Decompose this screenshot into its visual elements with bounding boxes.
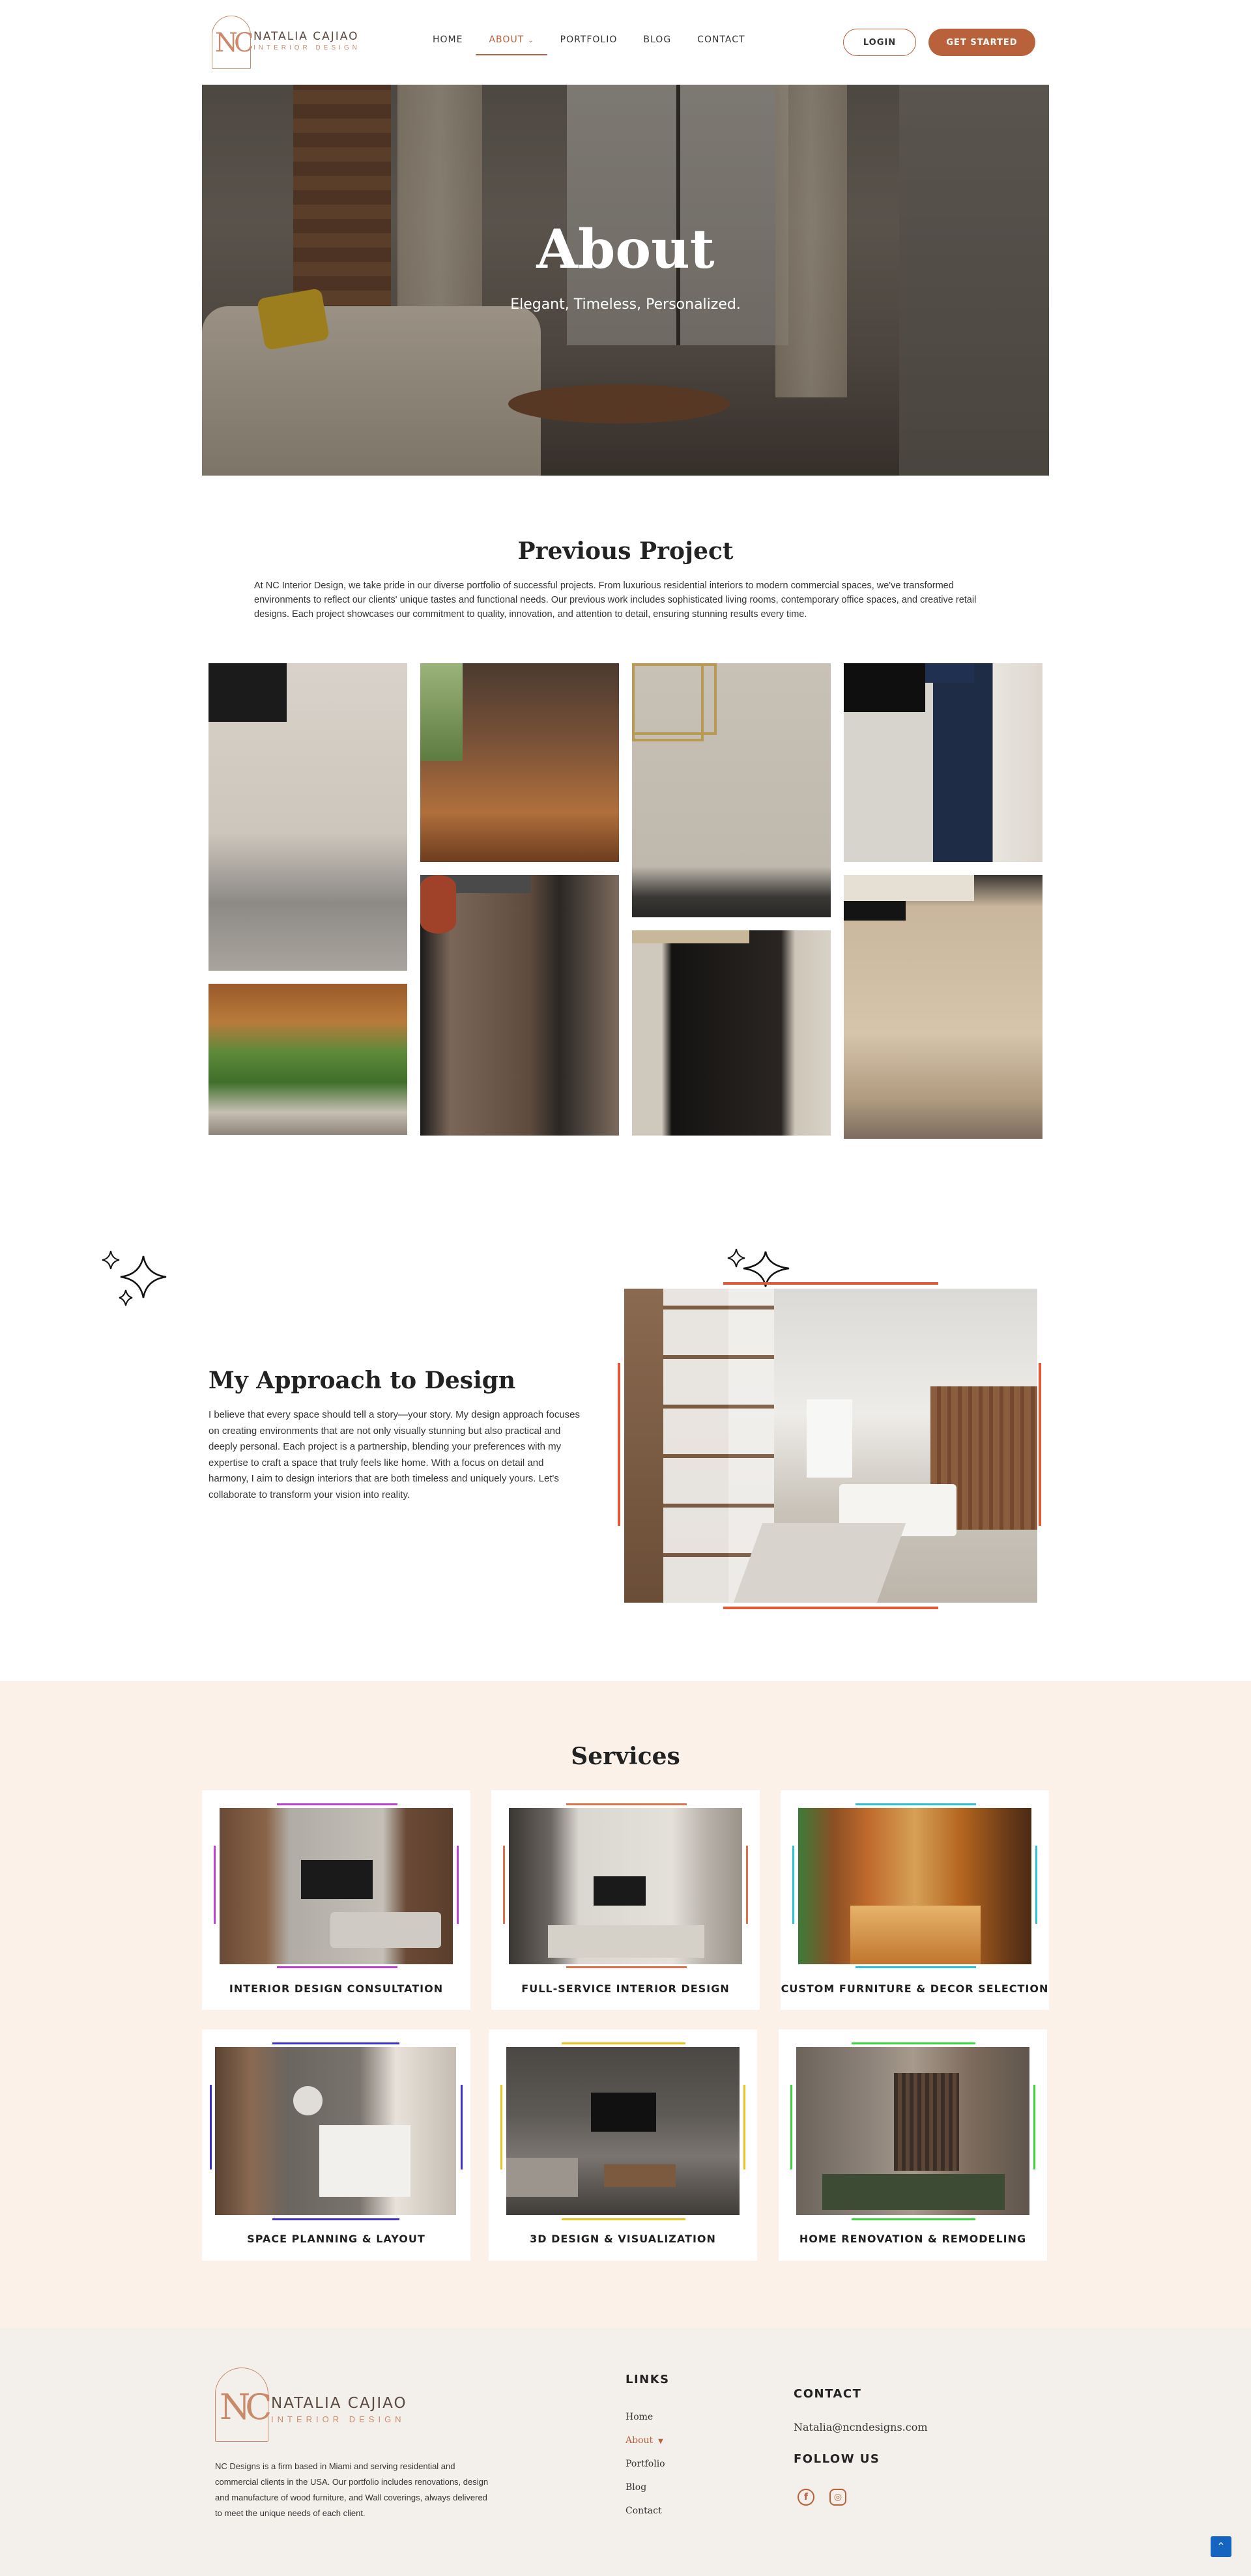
approach-accent-right bbox=[1039, 1363, 1041, 1526]
service-label: CUSTOM FURNITURE & DECOR SELECTION bbox=[781, 1982, 1049, 1995]
service-image bbox=[509, 1808, 742, 1964]
login-button[interactable]: LOGIN bbox=[843, 29, 916, 56]
card-accent-left bbox=[792, 1846, 794, 1924]
facebook-icon[interactable]: f bbox=[798, 2489, 814, 2506]
card-accent-top bbox=[856, 1803, 976, 1805]
approach-accent-top bbox=[723, 1282, 938, 1285]
gallery-photo-media-unit[interactable] bbox=[844, 875, 1042, 1139]
chevron-up-icon: ⌃ bbox=[1216, 2541, 1226, 2553]
logo-tagline: INTERIOR DESIGN bbox=[271, 2414, 405, 2424]
scroll-to-top-button[interactable] bbox=[1211, 2536, 1231, 2557]
site-header bbox=[0, 0, 1251, 85]
nav-item-contact[interactable] bbox=[697, 35, 745, 55]
nav-item-blog[interactable] bbox=[643, 35, 671, 55]
gallery-photo-detail bbox=[632, 663, 704, 741]
footer-contact-title: CONTACT bbox=[794, 2387, 862, 2401]
card-accent-right bbox=[1035, 1846, 1037, 1924]
card-accent-top bbox=[277, 1803, 397, 1805]
card-accent-bottom bbox=[566, 1966, 687, 1968]
card-accent-left bbox=[500, 2085, 502, 2169]
service-image bbox=[796, 2047, 1029, 2215]
service-label: 3D DESIGN & VISUALIZATION bbox=[530, 2233, 716, 2245]
gallery-photo-patio[interactable] bbox=[208, 984, 407, 1135]
service-label: FULL-SERVICE INTERIOR DESIGN bbox=[521, 1982, 730, 1995]
service-card-custom-furniture[interactable] bbox=[781, 1790, 1049, 2010]
approach-accent-left bbox=[618, 1363, 620, 1526]
gallery-photo-living-wood[interactable] bbox=[420, 663, 619, 862]
service-image bbox=[798, 1808, 1031, 1964]
service-image-tv bbox=[301, 1860, 373, 1899]
gallery-photo-entry-console[interactable] bbox=[420, 875, 619, 1136]
previous-project-text: At NC Interior Design, we take pride in our diverse portfolio of successful projects. From luxurious residential interiors to modern commercial spaces, we've transformed environments to reflect our clients' unique tastes and functional needs. Our previous work includes sophisticated living rooms, contemporary office spaces, and creative retail designs. Each project showcases our commitment to quality, innovation, and attention to detail, ensuring stunning results every time. bbox=[254, 580, 977, 620]
nav-item-about[interactable] bbox=[489, 35, 534, 55]
card-accent-top bbox=[852, 2042, 975, 2044]
footer-link-portfolio[interactable]: Portfolio bbox=[626, 2459, 665, 2469]
service-card-consultation[interactable] bbox=[202, 1790, 470, 2010]
card-accent-right bbox=[1033, 2085, 1035, 2169]
card-accent-left bbox=[214, 1846, 216, 1924]
nav-item-label: ABOUT bbox=[489, 35, 525, 45]
nav-item-home[interactable] bbox=[433, 35, 463, 55]
get-started-button[interactable]: GET STARTED bbox=[928, 29, 1035, 56]
gallery-photo-tv-wall[interactable] bbox=[208, 663, 407, 971]
approach-title: My Approach to Design bbox=[208, 1367, 516, 1394]
service-label: INTERIOR DESIGN CONSULTATION bbox=[229, 1982, 444, 1995]
hero-banner bbox=[202, 85, 1049, 476]
hero-title: About bbox=[536, 218, 715, 281]
service-image-tv bbox=[591, 2093, 656, 2132]
gallery-photo-detail bbox=[844, 875, 974, 901]
card-accent-right bbox=[461, 2085, 463, 2169]
nav-item-label: PORTFOLIO bbox=[560, 35, 618, 45]
service-card-space-planning[interactable] bbox=[202, 2029, 470, 2261]
gallery-photo-detail bbox=[208, 663, 287, 722]
site-footer bbox=[0, 2328, 1251, 2576]
logo-monogram bbox=[212, 16, 251, 69]
card-accent-right bbox=[746, 1846, 748, 1924]
service-image bbox=[215, 2047, 456, 2215]
card-accent-bottom bbox=[856, 1966, 976, 1968]
logo-name: NATALIA CAJIAO bbox=[271, 2395, 407, 2412]
card-accent-right bbox=[457, 1846, 459, 1924]
footer-link-label: About bbox=[626, 2435, 654, 2446]
gallery-photo-mirror-niche[interactable] bbox=[632, 930, 831, 1136]
gallery-photo-detail bbox=[420, 875, 456, 934]
logo-name: NATALIA CAJIAO bbox=[253, 30, 359, 43]
service-card-renovation[interactable] bbox=[779, 2029, 1047, 2261]
gallery-photo-detail bbox=[632, 930, 749, 943]
card-accent-top bbox=[562, 2042, 685, 2044]
approach-image-rug bbox=[734, 1523, 906, 1603]
service-image-sofa bbox=[506, 2158, 578, 2197]
footer-follow-title: FOLLOW US bbox=[794, 2452, 880, 2466]
gallery-photo-navy-wall[interactable] bbox=[844, 663, 1042, 862]
service-image-dresser bbox=[319, 2125, 410, 2197]
card-accent-top bbox=[272, 2042, 399, 2044]
footer-links-title: LINKS bbox=[626, 2373, 670, 2386]
logo-monogram-text: NC bbox=[215, 28, 250, 58]
card-accent-bottom bbox=[852, 2218, 975, 2220]
logo-tagline: INTERIOR DESIGN bbox=[253, 44, 360, 51]
service-card-full-service[interactable] bbox=[491, 1790, 760, 2010]
approach-bedroom-image bbox=[624, 1289, 1037, 1603]
service-image bbox=[506, 2047, 740, 2215]
service-image-tv bbox=[594, 1876, 646, 1906]
main-nav bbox=[433, 35, 771, 55]
service-image-rug bbox=[548, 1925, 704, 1958]
services-title: Services bbox=[571, 1743, 680, 1770]
service-label: HOME RENOVATION & REMODELING bbox=[799, 2233, 1027, 2245]
sparkle-icon bbox=[726, 1248, 798, 1293]
approach-text: I believe that every space should tell a story—your story. My design approach focuses on creating environments that are not only visually stunning but also practical and deeply personal. Each project is a partnership, blending your preferences with my expertise to craft a space that truly feels like home. With a focus on detail and harmony, I aim to design interiors that are both timeless and uniquely yours. Let's collaborate to transform your vision into reality. bbox=[208, 1409, 581, 1500]
card-accent-bottom bbox=[277, 1966, 397, 1968]
footer-link-about[interactable] bbox=[626, 2435, 663, 2446]
card-accent-bottom bbox=[272, 2218, 399, 2220]
logo-monogram bbox=[215, 2368, 268, 2442]
card-accent-top bbox=[566, 1803, 687, 1805]
nav-item-portfolio[interactable] bbox=[560, 35, 618, 55]
logo-monogram-text: NC bbox=[220, 2386, 267, 2427]
service-card-3d-design[interactable] bbox=[489, 2029, 757, 2261]
hero-subtitle: Elegant, Timeless, Personalized. bbox=[510, 296, 741, 313]
service-image-sofa bbox=[330, 1912, 441, 1948]
gallery-photo-detail bbox=[844, 663, 925, 712]
footer-email[interactable]: Natalia@ncndesigns.com bbox=[794, 2421, 928, 2433]
nav-item-label: HOME bbox=[433, 35, 463, 45]
footer-link-home[interactable]: Home bbox=[626, 2412, 654, 2422]
service-image-mirror bbox=[293, 2086, 323, 2115]
card-accent-bottom bbox=[562, 2218, 685, 2220]
instagram-icon[interactable]: ◎ bbox=[829, 2489, 846, 2506]
gallery-photo-panel-wall[interactable] bbox=[632, 663, 831, 917]
nav-item-label: CONTACT bbox=[697, 35, 745, 45]
card-accent-left bbox=[210, 2085, 212, 2169]
chevron-down-icon: ⌄ bbox=[528, 37, 534, 44]
sparkle-icon bbox=[101, 1250, 173, 1308]
service-image-bench bbox=[822, 2174, 1005, 2210]
gallery-photo-detail bbox=[420, 663, 463, 761]
footer-logo[interactable] bbox=[215, 2368, 410, 2444]
service-label: SPACE PLANNING & LAYOUT bbox=[247, 2233, 425, 2245]
service-image-slats bbox=[894, 2073, 959, 2171]
footer-description: NC Designs is a firm based in Miami and serving residential and commercial clients in the USA. Our portfolio includes renovations, design and manufacture of wood furniture, and Wall coverings, always delivered to meet the unique needs of each client. bbox=[215, 2461, 489, 2518]
footer-link-blog[interactable]: Blog bbox=[626, 2482, 647, 2493]
approach-accent-bottom bbox=[723, 1607, 938, 1609]
caret-down-icon: ▼ bbox=[658, 2438, 663, 2445]
approach-image-window bbox=[807, 1399, 852, 1478]
footer-link-contact[interactable]: Contact bbox=[626, 2506, 662, 2516]
service-image-floor bbox=[850, 1906, 981, 1964]
card-accent-right bbox=[743, 2085, 745, 2169]
previous-project-title: Previous Project bbox=[517, 537, 734, 565]
card-accent-left bbox=[503, 1846, 505, 1924]
nav-item-label: BLOG bbox=[643, 35, 672, 45]
brand-logo[interactable] bbox=[212, 16, 362, 69]
service-image bbox=[220, 1808, 453, 1964]
service-image-table bbox=[604, 2164, 676, 2187]
card-accent-left bbox=[790, 2085, 792, 2169]
